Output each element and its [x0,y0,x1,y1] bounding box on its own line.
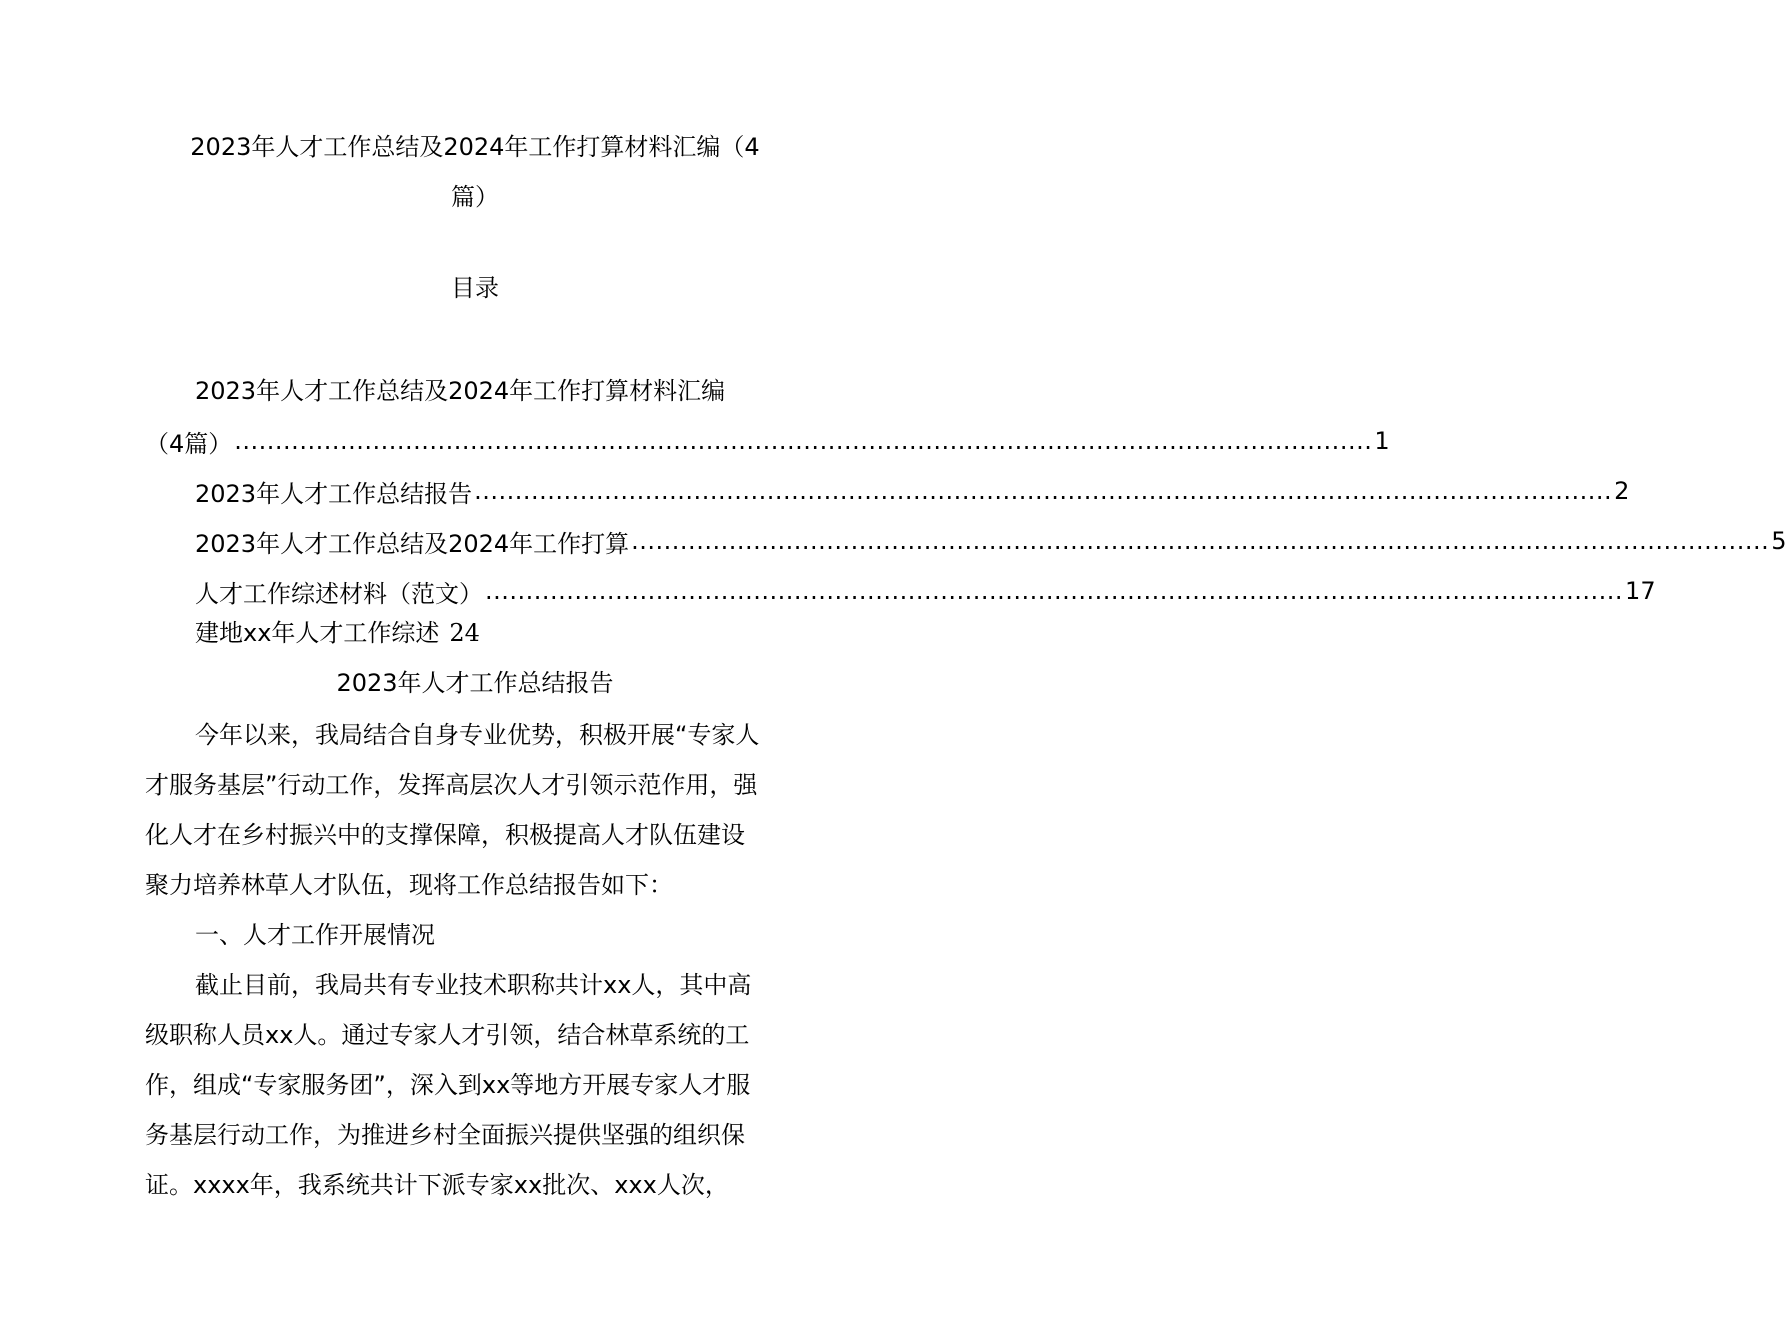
toc-entry-title: （4篇） [145,429,233,458]
toc-entry-title: 2023年人才工作总结及2024年工作打算 [195,529,630,558]
toc-leader-dots: ............................................................................................................................................ [234,427,1373,455]
toc-entry[interactable] [145,416,1390,466]
toc-page-number: 24 [449,619,480,647]
body-text [145,710,805,1210]
toc-leader-dots: ............................................................................................................................................ [474,477,1613,505]
toc-entry[interactable] [195,466,1630,516]
toc-leader-dots: ............................................................................................................................................ [631,527,1770,555]
section-title: 2023年人才工作总结报告 [336,669,614,697]
toc-entry-title: 2023年人才工作总结报告 [195,479,473,508]
section-heading: 一、人才工作开展情况 [195,921,435,949]
toc-entry[interactable] [195,516,1786,566]
toc-entry-title: 建地xx年人才工作综述 [195,619,440,647]
toc-entry[interactable] [145,366,805,416]
paragraph-line: 化人才在乡村振兴中的支撑保障，积极提高人才队伍建设 [145,821,745,849]
document-title-line-2: 篇） [451,183,499,211]
paragraph-line: 证。xxxx年，我系统共计下派专家xx批次、xxx人次， [145,1171,729,1199]
paragraph-line: 务基层行动工作，为推进乡村全面振兴提供坚强的组织保 [145,1121,745,1149]
paragraph-line: 作，组成“专家服务团”，深入到xx等地方开展专家人才服 [145,1071,751,1099]
paragraph-line: 今年以来，我局结合自身专业优势，积极开展“专家人 [195,721,760,749]
toc-page-number: 2 [1614,477,1630,505]
toc-entry[interactable] [195,566,1656,616]
paragraph-line: 才服务基层”行动工作，发挥高层次人才引领示范作用，强 [145,771,758,799]
toc-leader-dots: ............................................................................................................................................ [485,577,1624,605]
toc-heading: 目录 [451,274,499,302]
toc-page-number: 5 [1771,527,1786,555]
paragraph-line: 级职称人员xx人。通过专家人才引领，结合林草系统的工 [145,1021,750,1049]
document-title-line-1: 2023年人才工作总结及2024年工作打算材料汇编（4 [190,133,760,161]
document-title [145,122,805,222]
toc-entry[interactable] [195,613,480,653]
toc-page-number: 1 [1374,427,1390,455]
toc-entry-title: 2023年人才工作总结及2024年工作打算材料汇编 [195,377,726,405]
toc-entry-title: 人才工作综述材料（范文） [195,579,483,608]
paragraph-line: 聚力培养林草人才队伍，现将工作总结报告如下： [145,871,673,899]
paragraph-line: 截止目前，我局共有专业技术职称共计xx人，其中高 [195,971,752,999]
toc-page-number: 17 [1625,577,1656,605]
